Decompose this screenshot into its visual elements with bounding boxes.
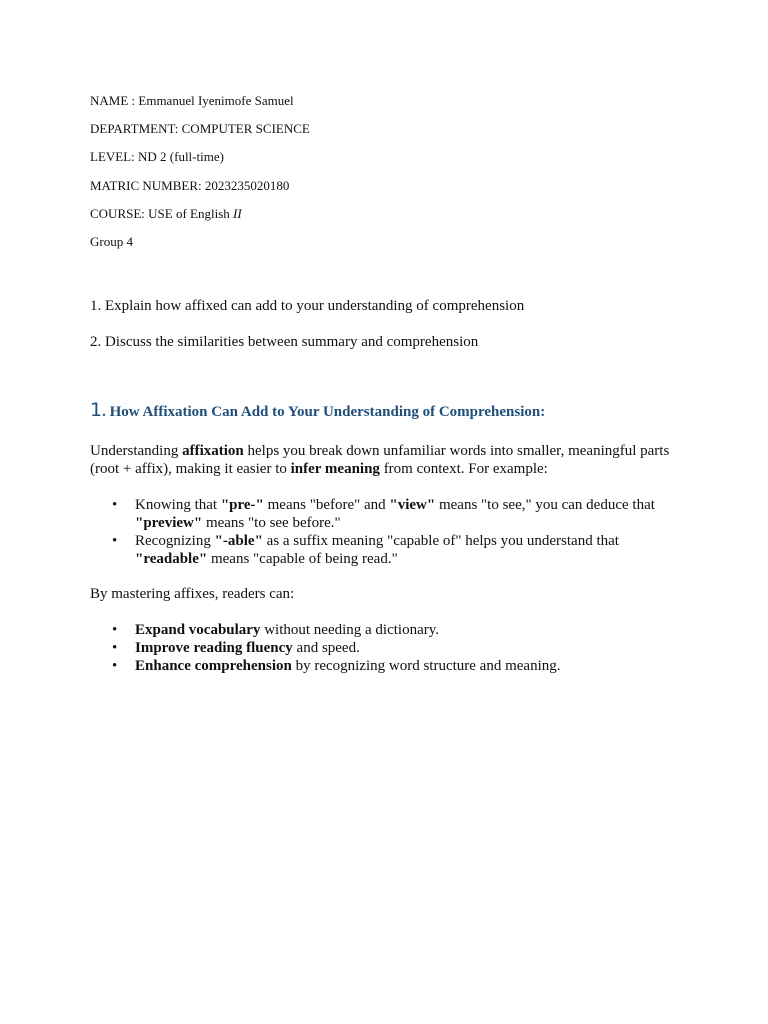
example-text: means "capable of being read." bbox=[207, 551, 398, 567]
list-item bbox=[90, 532, 670, 568]
course-suffix: II bbox=[233, 206, 242, 221]
example-text: means "to see," you can deduce that bbox=[435, 497, 655, 513]
question-2: 2. Discuss the similarities between summary and comprehension bbox=[90, 334, 479, 350]
bullet-icon: • bbox=[112, 640, 118, 656]
intro-bold-1: affixation bbox=[182, 443, 244, 459]
examples-list bbox=[90, 496, 670, 568]
department: DEPARTMENT: COMPUTER SCIENCE bbox=[90, 121, 310, 136]
course bbox=[90, 206, 242, 222]
matric-number: MATRIC NUMBER: 2023235020180 bbox=[90, 178, 290, 193]
intro-paragraph bbox=[90, 442, 670, 478]
section-heading bbox=[90, 398, 545, 424]
example-bold: "pre-" bbox=[220, 497, 264, 513]
example-bold: "readable" bbox=[135, 551, 208, 567]
example-text: as a suffix meaning "capable of" helps you understand that bbox=[262, 533, 619, 549]
document-page bbox=[90, 0, 690, 1024]
intro-text-3: from context. For example: bbox=[379, 461, 548, 477]
example-bold: "view" bbox=[389, 497, 436, 513]
benefit-bold: Enhance comprehension bbox=[135, 658, 292, 674]
list-item bbox=[90, 621, 670, 639]
question-1: 1. Explain how affixed can add to your understanding of comprehension bbox=[90, 298, 525, 314]
intro-text-1: Understanding bbox=[90, 443, 183, 459]
bullet-icon: • bbox=[112, 658, 118, 674]
student-name: NAME : Emmanuel Iyenimofe Samuel bbox=[90, 93, 294, 108]
bullet-icon: • bbox=[112, 622, 118, 638]
list-item bbox=[90, 657, 670, 675]
list-item bbox=[90, 496, 670, 532]
course-prefix: COURSE: USE of English bbox=[90, 206, 234, 221]
intro-text-2: helps you break down unfamiliar words into smaller, meaningful parts (root + affix), making it easier to bbox=[90, 443, 670, 477]
example-text: Recognizing bbox=[135, 533, 215, 549]
benefit-text: by recognizing word structure and meaning. bbox=[291, 658, 561, 674]
benefit-text: without needing a dictionary. bbox=[260, 622, 440, 638]
example-text: means "before" and bbox=[263, 497, 390, 513]
example-text: Knowing that bbox=[135, 497, 221, 513]
bullet-icon: • bbox=[112, 533, 118, 549]
intro-bold-2: infer meaning bbox=[290, 461, 380, 477]
group: Group 4 bbox=[90, 234, 133, 249]
benefits-list bbox=[90, 621, 670, 675]
example-bold: "preview" bbox=[135, 515, 203, 531]
level: LEVEL: ND 2 (full-time) bbox=[90, 149, 224, 164]
benefit-text: and speed. bbox=[292, 640, 360, 656]
list-item bbox=[90, 639, 670, 657]
mastering-intro: By mastering affixes, readers can: bbox=[90, 586, 295, 602]
section-number: 1 bbox=[90, 399, 103, 421]
section-title: . How Affixation Can Add to Your Understanding of Comprehension: bbox=[102, 404, 546, 420]
example-bold: "-able" bbox=[214, 533, 263, 549]
bullet-icon: • bbox=[112, 497, 118, 513]
benefit-bold: Improve reading fluency bbox=[135, 640, 293, 656]
example-text: means "to see before." bbox=[202, 515, 341, 531]
benefit-bold: Expand vocabulary bbox=[135, 622, 261, 638]
